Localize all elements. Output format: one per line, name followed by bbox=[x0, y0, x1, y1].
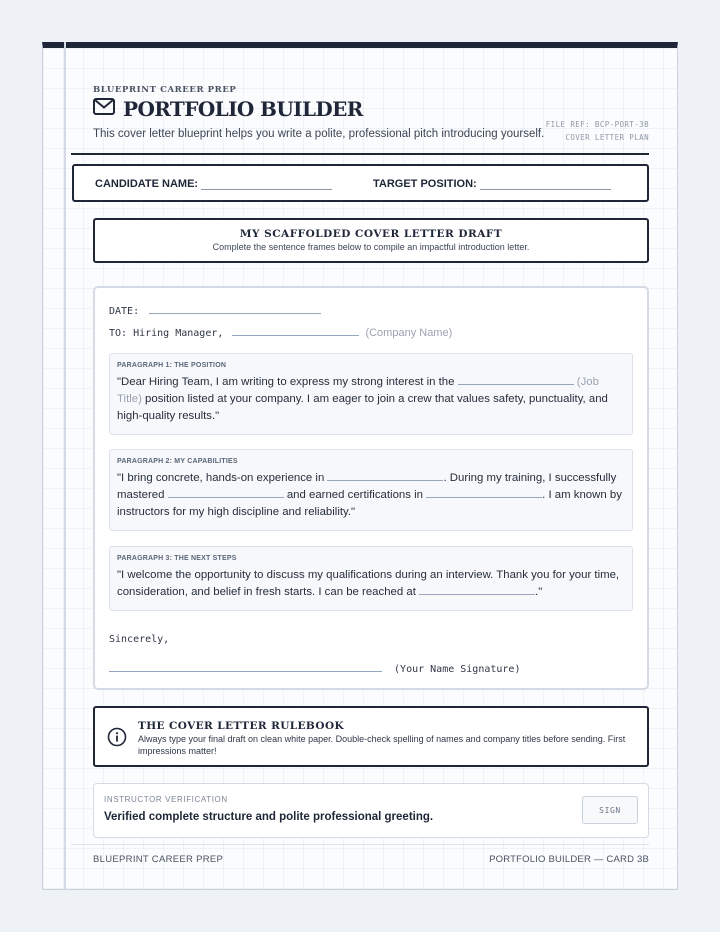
brand-label: BLUEPRINT CAREER PREP bbox=[93, 85, 237, 95]
paragraph-heading: PARAGRAPH 3: THE NEXT STEPS bbox=[117, 555, 237, 562]
footer-divider bbox=[71, 844, 649, 845]
paragraph-text-part: . During my training, I successfully mastered bbox=[117, 472, 617, 501]
paragraph-text-part: "I bring concrete, hands-on experience in bbox=[117, 472, 328, 484]
job-title-blank[interactable] bbox=[458, 374, 574, 385]
company-name-hint: (Company Name) bbox=[365, 327, 453, 339]
draft-heading: MY SCAFFOLDED COVER LETTER DRAFT bbox=[239, 228, 503, 240]
footer-brand: BLUEPRINT CAREER PREP bbox=[93, 854, 224, 865]
draft-instructions: Complete the sentence frames below to compile an impactful introduction letter. bbox=[212, 242, 530, 252]
paragraph-text bbox=[117, 374, 625, 425]
target-position-label: TARGET POSITION: bbox=[373, 178, 477, 190]
paragraph-text-part: "Dear Hiring Team, I am writing to express my strong interest in the bbox=[117, 376, 458, 388]
target-position-field[interactable] bbox=[373, 178, 611, 190]
job-title-hint: (Job Title) bbox=[117, 376, 599, 405]
file-reference bbox=[546, 118, 649, 144]
envelope-icon bbox=[93, 98, 123, 120]
title-row bbox=[93, 97, 363, 121]
candidate-info-box bbox=[72, 164, 649, 202]
rulebook-text: Always type your final draft on clean white paper. Double-check spelling of names and company titles before sending. First impressions matter! bbox=[138, 734, 626, 756]
letter-draft-card bbox=[93, 286, 649, 690]
contact-info-blank[interactable] bbox=[419, 584, 535, 595]
file-ref-type: COVER LETTER PLAN bbox=[565, 133, 649, 142]
date-row bbox=[109, 303, 321, 317]
paragraph-text bbox=[117, 567, 625, 601]
paragraph-text-part: ." bbox=[535, 586, 543, 598]
date-label: DATE: bbox=[109, 306, 140, 317]
margin-line bbox=[64, 42, 66, 889]
company-name-blank[interactable] bbox=[232, 325, 359, 336]
candidate-name-blank[interactable] bbox=[201, 180, 332, 190]
paragraph-text-part: position listed at your company. I am eager to join a crew that values safety, punctuality, and high-quality results." bbox=[117, 393, 608, 422]
header-divider bbox=[71, 153, 649, 155]
page-title: PORTFOLIO BUILDER bbox=[123, 97, 363, 121]
page-subtitle: This cover letter blueprint helps you write a polite, professional pitch introducing yourself. bbox=[93, 128, 545, 140]
closing-text: Sincerely, bbox=[109, 634, 170, 645]
certification-blank[interactable] bbox=[426, 487, 542, 498]
paragraph-heading: PARAGRAPH 1: THE POSITION bbox=[117, 362, 227, 369]
candidate-name-field[interactable] bbox=[95, 178, 332, 190]
paragraph-text-part: "I welcome the opportunity to discuss my qualifications during an interview. Thank you for your time, consideration, and belief in fresh starts. I can be reached at bbox=[117, 569, 620, 598]
instructor-verification-box bbox=[93, 783, 649, 838]
experience-blank[interactable] bbox=[327, 470, 443, 481]
file-ref-code: FILE REF: BCP-PORT-3B bbox=[545, 120, 649, 129]
paragraph-text-part: and earned certifications in bbox=[283, 489, 427, 501]
recipient-label: TO: Hiring Manager, bbox=[109, 328, 224, 339]
paragraph-text bbox=[117, 470, 625, 521]
signature-hint: (Your Name Signature) bbox=[394, 664, 521, 675]
target-position-blank[interactable] bbox=[480, 180, 611, 190]
verification-text: Verified complete structure and polite professional greeting. bbox=[104, 811, 434, 823]
sign-button[interactable]: SIGN bbox=[582, 796, 638, 824]
date-blank[interactable] bbox=[149, 303, 321, 314]
worksheet-card bbox=[42, 42, 678, 890]
paragraph-text-part: . I am known by instructors for my high discipline and reliability." bbox=[117, 489, 622, 518]
paragraph-capabilities bbox=[109, 449, 633, 531]
rulebook-callout bbox=[93, 706, 649, 767]
paragraph-next-steps bbox=[109, 546, 633, 611]
recipient-row bbox=[109, 325, 452, 339]
candidate-name-label: CANDIDATE NAME: bbox=[95, 178, 199, 190]
verification-heading: INSTRUCTOR VERIFICATION bbox=[104, 795, 228, 804]
mastered-skill-blank[interactable] bbox=[168, 487, 284, 498]
footer-card-id: PORTFOLIO BUILDER — CARD 3B bbox=[489, 854, 649, 865]
draft-banner bbox=[93, 218, 649, 263]
paragraph-heading: PARAGRAPH 2: MY CAPABILITIES bbox=[117, 458, 238, 465]
paragraph-position bbox=[109, 353, 633, 435]
rulebook-heading: THE COVER LETTER RULEBOOK bbox=[138, 720, 345, 732]
signature-blank[interactable] bbox=[109, 661, 382, 672]
signature-row bbox=[109, 661, 520, 675]
